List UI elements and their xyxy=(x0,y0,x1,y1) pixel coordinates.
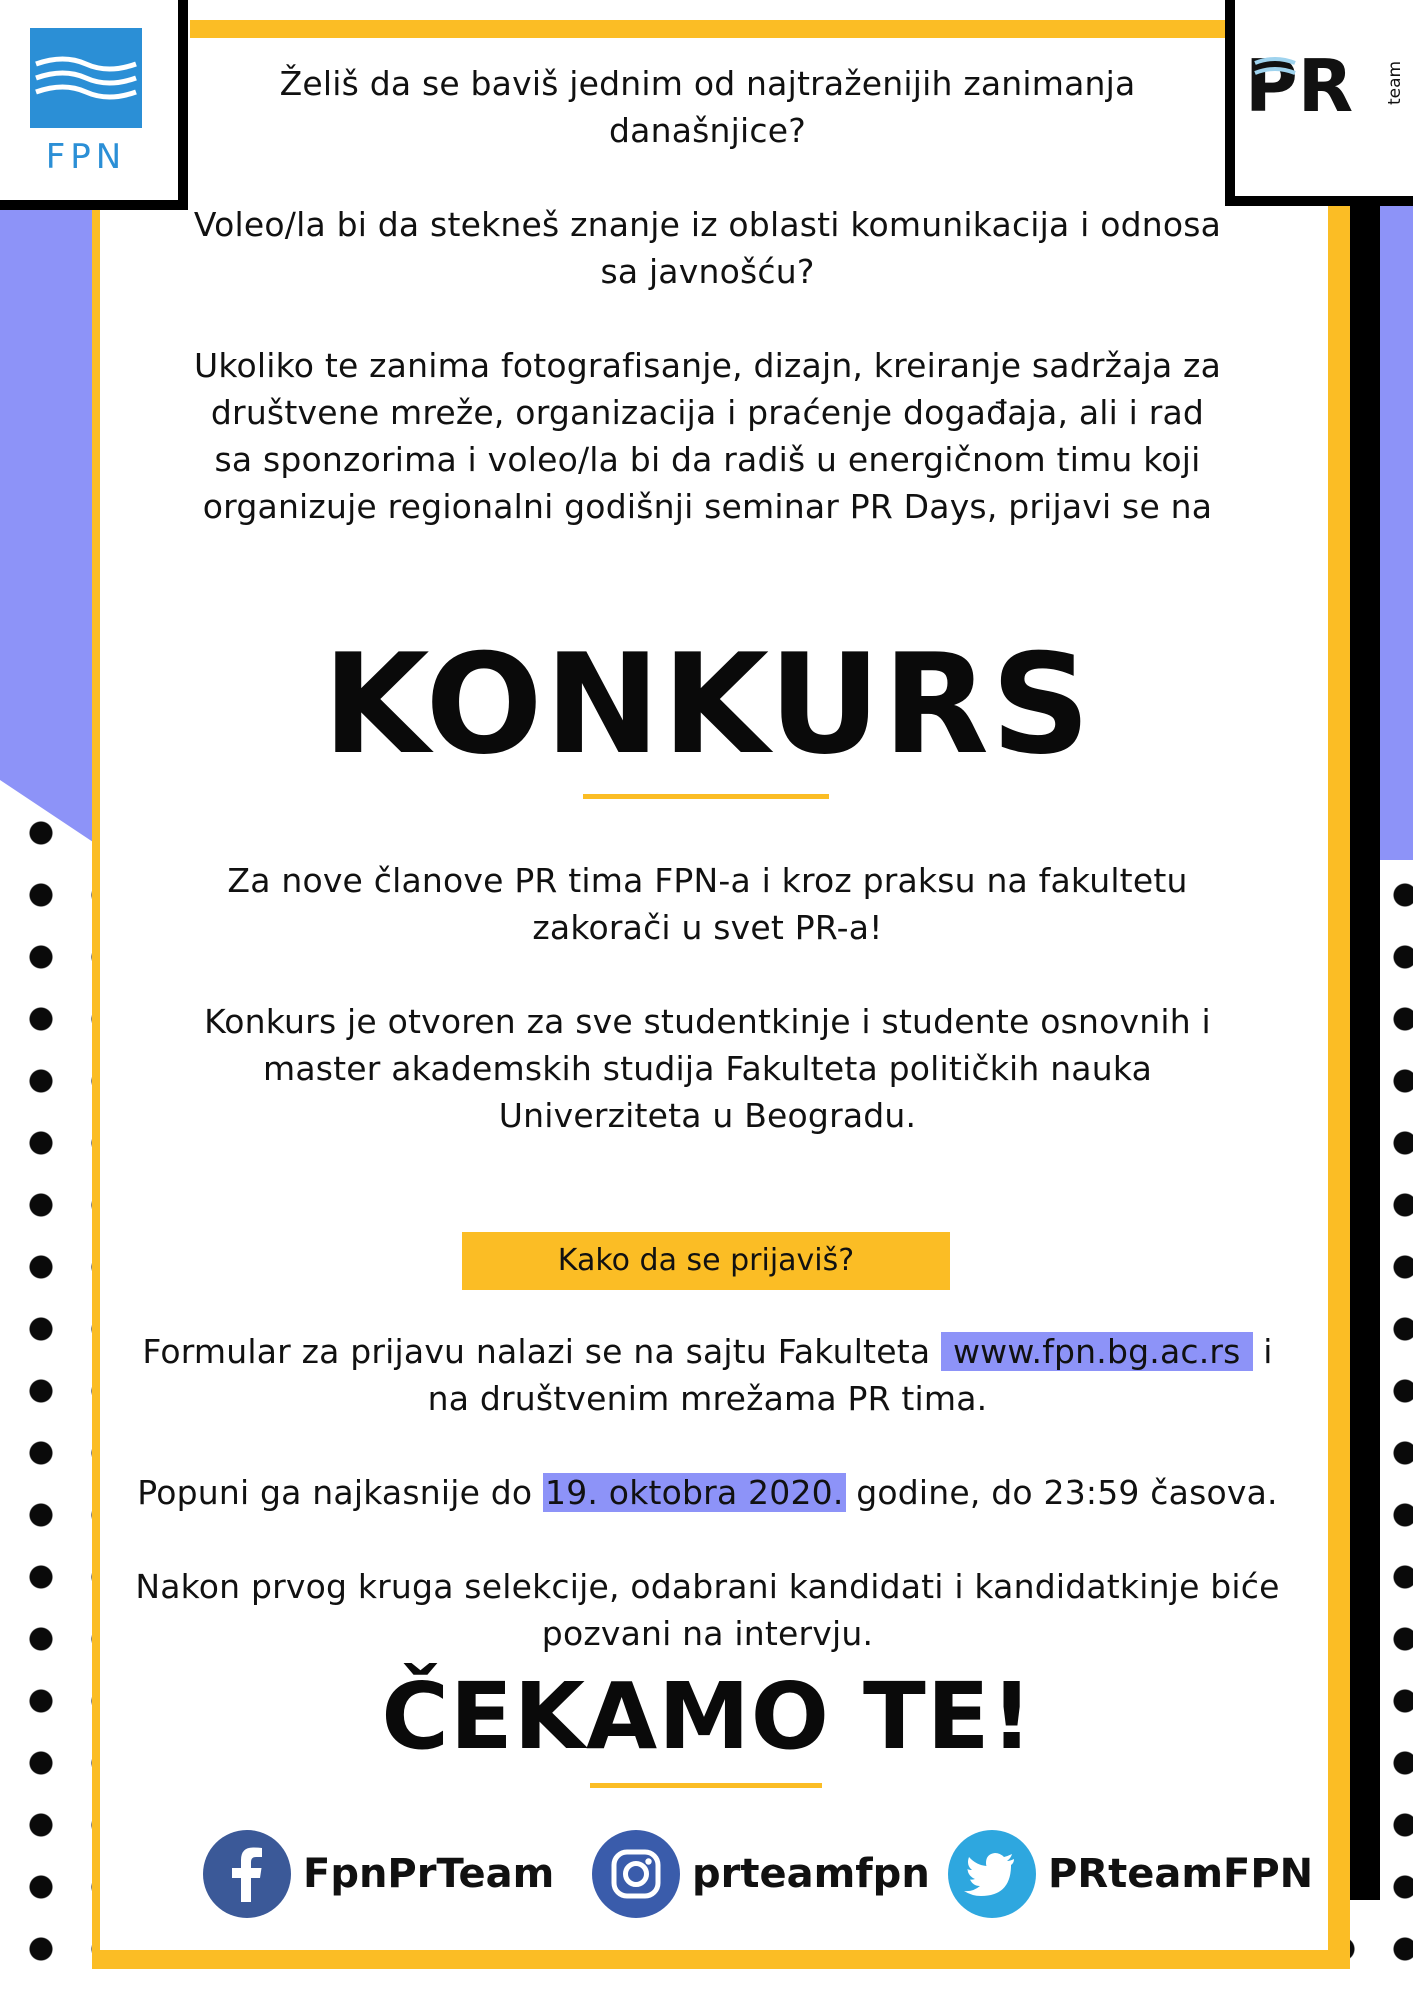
fpn-logo-text: FPN xyxy=(45,137,127,172)
instagram-link[interactable] xyxy=(592,1830,930,1918)
body-paragraph-1: Za nove članove PR tima FPN-a i kroz praksu na fakultetu zakorači u svet PR-a! xyxy=(227,861,1188,947)
pr-logo-subtext: team xyxy=(1385,60,1405,105)
deadline-text: Popuni ga najkasnije do xyxy=(137,1473,533,1512)
instagram-handle: prteamfpn xyxy=(692,1851,930,1897)
intro-paragraph-1: Želiš da se baviš jednim od najtraženijih zanimanja današnjice? xyxy=(279,64,1136,150)
deadline-date: 19. oktobra 2020. xyxy=(545,1473,844,1512)
facebook-icon xyxy=(203,1830,291,1918)
body-paragraph-2: Konkurs je otvoren za sve studentkinje i studente osnovnih i master akademskih studija Fakulteta političkih nauka Univerziteta u Beogradu. xyxy=(204,1002,1211,1135)
headline-underline xyxy=(583,794,829,799)
form-info-text-end: i na društvenim mrežama PR tima. xyxy=(427,1332,1273,1418)
closing-headline: ČEKAMO TE! xyxy=(381,1663,1034,1770)
deadline-paragraph xyxy=(120,1469,1295,1516)
faculty-website-link[interactable]: www.fpn.bg.ac.rs xyxy=(941,1332,1253,1371)
selection-paragraph: Nakon prvog kruga selekcije, odabrani kandidati i kandidatkinje biće pozvani na intervju. xyxy=(135,1567,1280,1653)
closing-underline xyxy=(590,1783,822,1788)
pr-logo-text: PR xyxy=(1245,45,1354,125)
instagram-icon xyxy=(592,1830,680,1918)
twitter-handle: PRteamFPN xyxy=(1048,1851,1314,1897)
twitter-link[interactable] xyxy=(948,1830,1313,1918)
facebook-link[interactable] xyxy=(203,1830,554,1918)
form-info-text: Formular za prijavu nalazi se na sajtu Fakulteta xyxy=(142,1332,931,1371)
intro-paragraph-3: Ukoliko te zanima fotografisanje, dizajn, kreiranje sadržaja za društvene mreže, organizacija i praćenje događaja, ali i rad sa sponzorima i voleo/la bi da radiš u energičnom timu koji organizuje regionalni godišnji seminar PR Days, prijavi se na xyxy=(194,346,1221,526)
fpn-logo xyxy=(30,28,142,172)
pr-team-logo xyxy=(1245,45,1413,125)
twitter-icon xyxy=(948,1830,1036,1918)
form-info-paragraph xyxy=(120,1328,1295,1422)
intro-paragraph-2: Voleo/la bi da stekneš znanje iz oblasti komunikacija i odnosa sa javnošću? xyxy=(193,205,1222,291)
how-to-apply-heading: Kako da se prijaviš? xyxy=(462,1232,950,1290)
deadline-text-end: godine, do 23:59 časova. xyxy=(856,1473,1278,1512)
facebook-handle: FpnPrTeam xyxy=(303,1851,555,1897)
top-accent-bar xyxy=(190,20,1225,38)
headline-konkurs: KONKURS xyxy=(322,624,1093,785)
